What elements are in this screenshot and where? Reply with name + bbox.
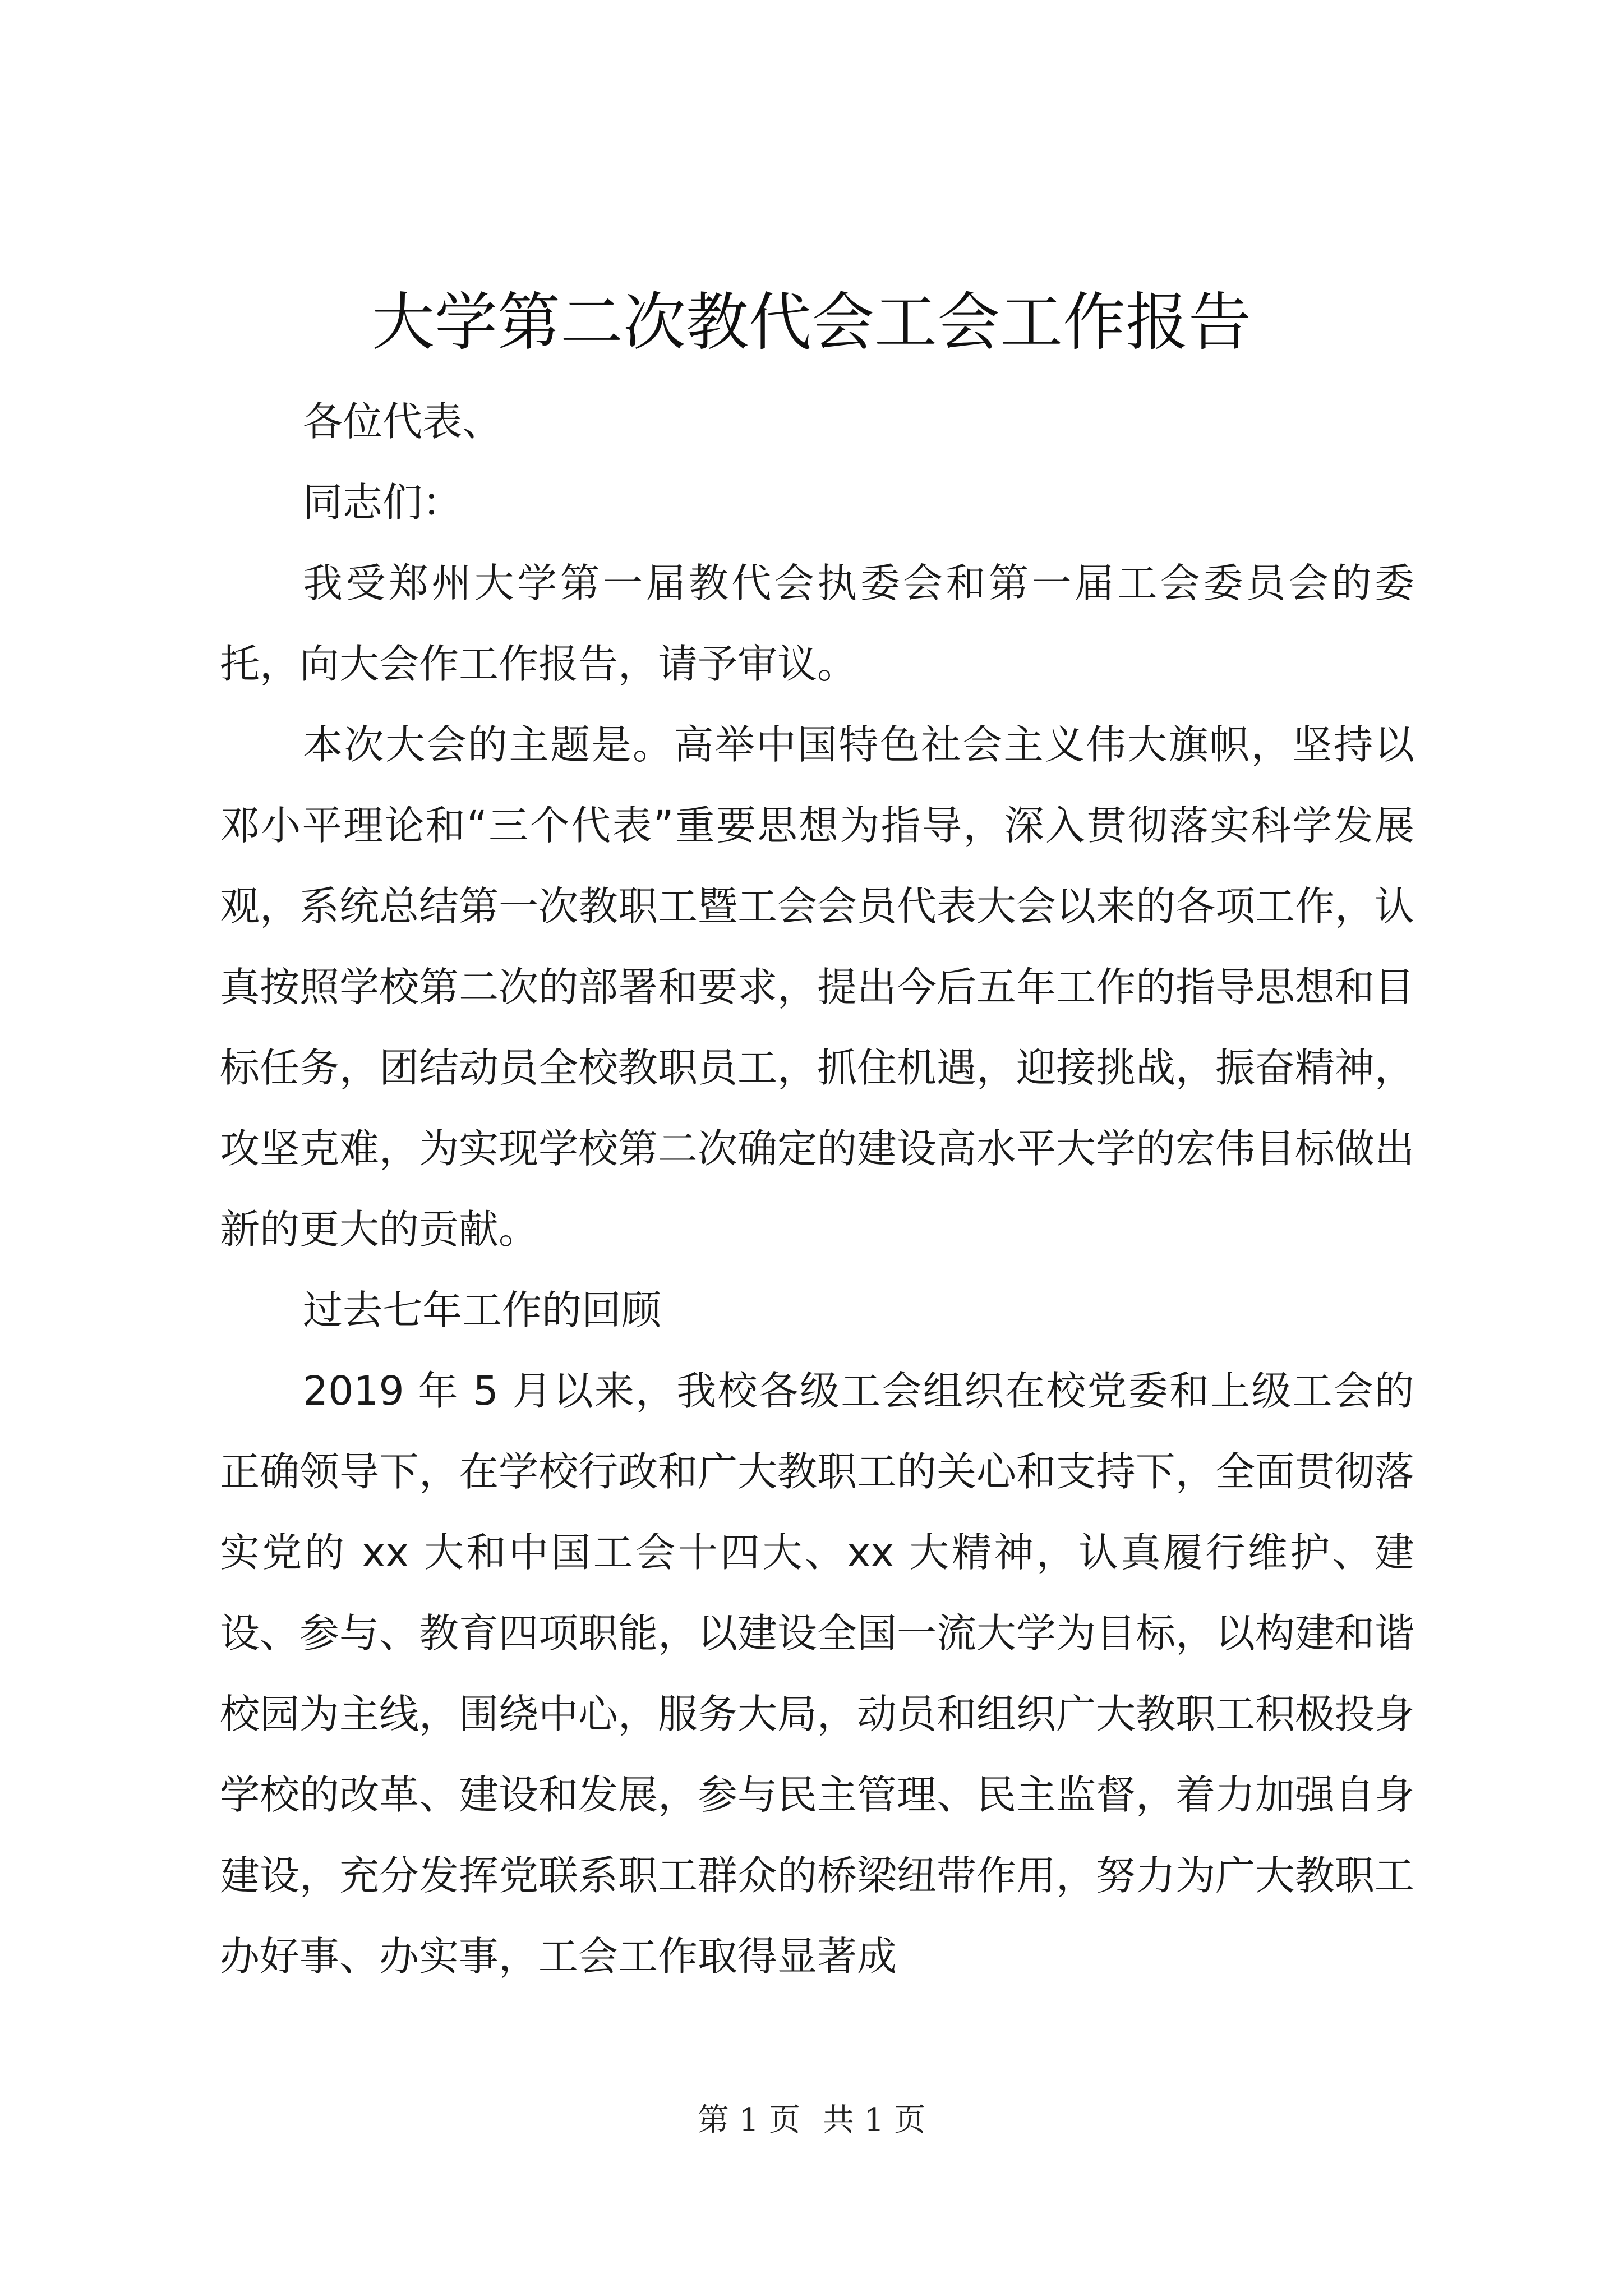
intro-paragraph: 我受郑州大学第一届教代会执委会和第一届工会委员会的委托，向大会作工作报告，请予审议。 <box>220 560 1414 687</box>
document-title: 大学第二次教代会工会工作报告 <box>372 286 1251 359</box>
page-number: 第 1 页 <box>697 2102 800 2138</box>
page-total: 共 1 页 <box>823 2102 926 2138</box>
salutation-comrades: 同志们： <box>303 479 463 526</box>
salutation-delegates: 各位代表、 <box>303 398 502 445</box>
page-footer <box>0 2098 1623 2143</box>
section-heading-review: 过去七年工作的回顾 <box>303 1287 662 1333</box>
document-body <box>220 381 1414 1997</box>
theme-paragraph: 本次大会的主题是。高举中国特色社会主义伟大旗帜，坚持以邓小平理论和“三个代表”重要思想为指导，深入贯彻落实科学发展观，系统总结第一次教职工暨工会会员代表大会以来的各项工作，认真按照学校第二次的部署和要求，提出今后五年工作的指导思想和目标任务，团结动员全校教职员工，抓住机遇，迎接挑战，振奋精神，攻坚克难，为实现学校第二次确定的建设高水平大学的宏伟目标做出新的更大的贡献。 <box>220 721 1415 1253</box>
review-paragraph: 2019 年 5 月以来，我校各级工会组织在校党委和上级工会的正确领导下，在学校行政和广大教职工的关心和支持下，全面贯彻落实党的 xx 大和中国工会十四大、xx 大精神，认真履行维护、建设、参与、教育四项职能，以建设全国一流大学为目标，以构建和谐校园为主线，围绕中心，服务大局，动员和组织广大教职工积极投身学校的改革、建设和发展，参与民主管理、民主监督，着力加强自身建设，充分发挥党联系职工群众的桥梁纽带作用，努力为广大教职工办好事、办实事，工会工作取得显著成 <box>220 1368 1415 1980</box>
